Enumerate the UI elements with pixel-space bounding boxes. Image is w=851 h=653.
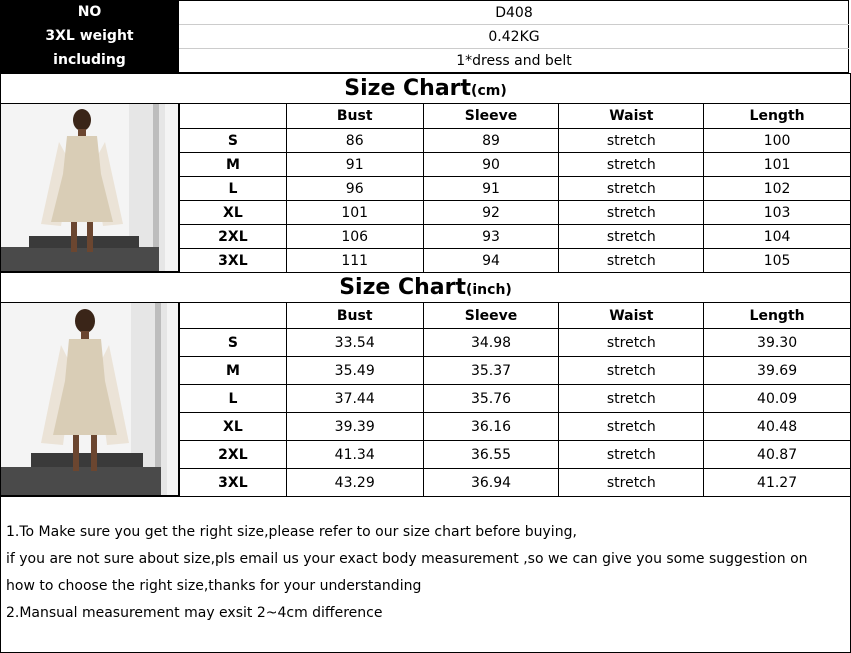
inch-title-unit: (inch) — [465, 282, 512, 298]
label-no: NO — [77, 4, 102, 20]
waist-cell: stretch — [559, 329, 704, 357]
product-info — [0, 0, 851, 73]
bust-cell: 33.54 — [286, 329, 423, 357]
table-header-row — [180, 104, 851, 129]
notes-box — [0, 496, 851, 653]
waist-cell: stretch — [559, 249, 704, 273]
size-cell: 2XL — [180, 225, 287, 249]
column-header: Sleeve — [423, 303, 559, 329]
note-line: 1.To Make sure you get the right size,please refer to our size chart before buying, — [6, 524, 577, 540]
waist-cell: stretch — [559, 177, 704, 201]
sleeve-cell: 35.76 — [423, 385, 559, 413]
column-header: Bust — [286, 104, 423, 129]
waist-cell: stretch — [559, 153, 704, 177]
length-cell: 40.87 — [704, 441, 851, 469]
table-row — [180, 177, 851, 201]
length-cell: 39.69 — [704, 357, 851, 385]
table-header-row — [180, 303, 851, 329]
cm-title-unit: (cm) — [471, 83, 507, 99]
table-row — [180, 441, 851, 469]
bust-cell: 41.34 — [286, 441, 423, 469]
sleeve-cell: 91 — [423, 177, 559, 201]
note-line: 2.Mansual measurement may exsit 2~4cm difference — [6, 605, 383, 621]
size-cell: L — [180, 177, 287, 201]
table-row — [180, 385, 851, 413]
sleeve-cell: 94 — [423, 249, 559, 273]
table-row — [180, 129, 851, 153]
sleeve-cell: 36.16 — [423, 413, 559, 441]
table-row — [180, 469, 851, 497]
info-values — [179, 0, 849, 73]
bust-cell: 111 — [286, 249, 423, 273]
length-cell: 39.30 — [704, 329, 851, 357]
column-header: Length — [704, 303, 851, 329]
sleeve-cell: 36.55 — [423, 441, 559, 469]
value-including: 1*dress and belt — [456, 53, 572, 69]
bust-cell: 91 — [286, 153, 423, 177]
label-including: including — [53, 52, 126, 68]
bust-cell: 106 — [286, 225, 423, 249]
column-header: Sleeve — [423, 104, 559, 129]
table-row — [180, 225, 851, 249]
size-cell: XL — [180, 413, 287, 441]
waist-cell: stretch — [559, 413, 704, 441]
table-row — [180, 413, 851, 441]
size-cell: M — [180, 357, 287, 385]
inch-chart-title — [0, 272, 851, 302]
length-cell: 40.48 — [704, 413, 851, 441]
bust-cell: 43.29 — [286, 469, 423, 497]
waist-cell: stretch — [559, 225, 704, 249]
column-header: Bust — [286, 303, 423, 329]
sleeve-cell: 92 — [423, 201, 559, 225]
size-cell: 3XL — [180, 249, 287, 273]
value-no: D408 — [495, 5, 533, 21]
column-header — [180, 104, 287, 129]
sleeve-cell: 36.94 — [423, 469, 559, 497]
waist-cell: stretch — [559, 441, 704, 469]
cm-chart-title — [0, 73, 851, 103]
table-row — [180, 201, 851, 225]
bust-cell: 37.44 — [286, 385, 423, 413]
waist-cell: stretch — [559, 385, 704, 413]
size-cell: S — [180, 329, 287, 357]
size-cell: S — [180, 129, 287, 153]
cm-size-table — [179, 103, 851, 273]
sleeve-cell: 93 — [423, 225, 559, 249]
size-cell: L — [180, 385, 287, 413]
column-header: Waist — [559, 104, 704, 129]
length-cell: 103 — [704, 201, 851, 225]
waist-cell: stretch — [559, 357, 704, 385]
label-weight: 3XL weight — [45, 28, 134, 44]
column-header: Waist — [559, 303, 704, 329]
sleeve-cell: 34.98 — [423, 329, 559, 357]
length-cell: 101 — [704, 153, 851, 177]
cm-title-text: Size Chart — [344, 76, 472, 101]
sleeve-cell: 89 — [423, 129, 559, 153]
size-cell: M — [180, 153, 287, 177]
model-photo-icon — [0, 302, 179, 496]
length-cell: 40.09 — [704, 385, 851, 413]
bust-cell: 101 — [286, 201, 423, 225]
note-line: if you are not sure about size,pls email us your exact body measurement ,so we can give you some suggestion on — [6, 551, 808, 567]
size-cell: XL — [180, 201, 287, 225]
sleeve-cell: 90 — [423, 153, 559, 177]
inch-size-table — [179, 302, 851, 497]
bust-cell: 86 — [286, 129, 423, 153]
table-row — [180, 357, 851, 385]
sleeve-cell: 35.37 — [423, 357, 559, 385]
bust-cell: 39.39 — [286, 413, 423, 441]
length-cell: 104 — [704, 225, 851, 249]
bust-cell: 35.49 — [286, 357, 423, 385]
table-row — [180, 153, 851, 177]
note-line: how to choose the right size,thanks for your understanding — [6, 578, 422, 594]
length-cell: 105 — [704, 249, 851, 273]
value-weight: 0.42KG — [488, 29, 540, 45]
model-photo-icon — [1, 303, 178, 495]
table-row — [180, 249, 851, 273]
table-row — [180, 329, 851, 357]
length-cell: 102 — [704, 177, 851, 201]
waist-cell: stretch — [559, 201, 704, 225]
info-labels — [0, 0, 179, 73]
model-photo-icon — [0, 103, 179, 272]
inch-title-text: Size Chart — [339, 275, 466, 300]
size-cell: 2XL — [180, 441, 287, 469]
waist-cell: stretch — [559, 469, 704, 497]
waist-cell: stretch — [559, 129, 704, 153]
length-cell: 41.27 — [704, 469, 851, 497]
length-cell: 100 — [704, 129, 851, 153]
column-header: Length — [704, 104, 851, 129]
size-cell: 3XL — [180, 469, 287, 497]
model-photo-icon — [1, 104, 178, 271]
bust-cell: 96 — [286, 177, 423, 201]
column-header — [180, 303, 287, 329]
